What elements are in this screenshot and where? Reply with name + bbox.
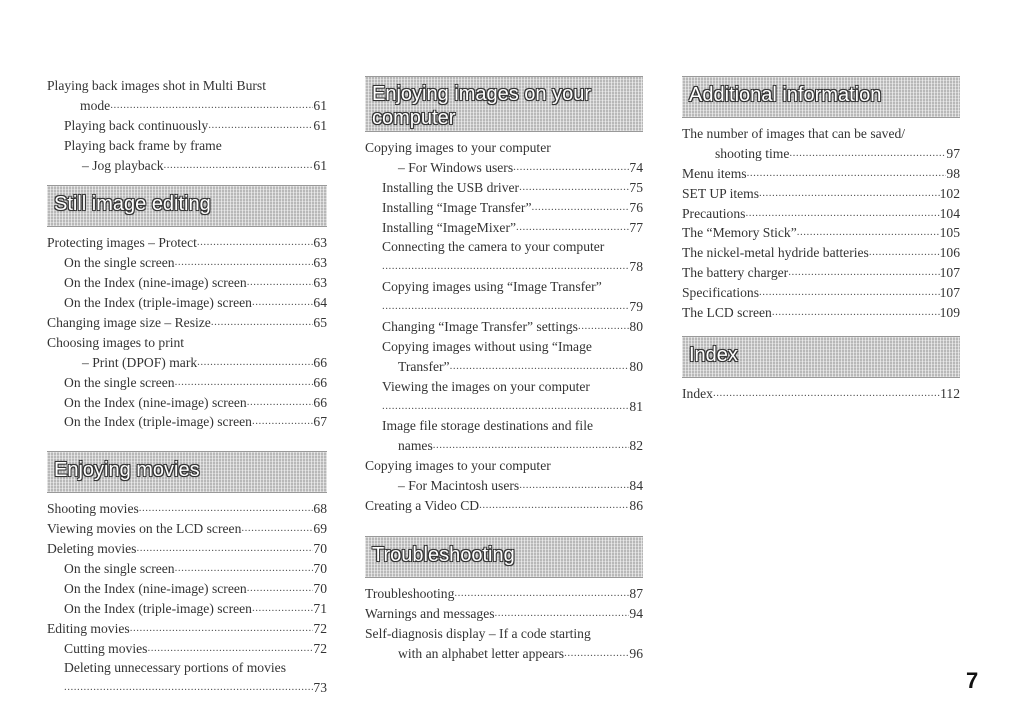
toc-entry-title: Shooting movies <box>47 501 139 517</box>
toc-entry <box>365 257 643 277</box>
section-header-enjoying-images-on-computer <box>365 76 643 132</box>
section-header-enjoying-movies <box>47 451 327 493</box>
dot-leader <box>139 499 314 519</box>
toc-entry-page: 80 <box>629 358 643 374</box>
toc-entry-page: 72 <box>313 620 327 636</box>
dot-leader <box>247 273 314 293</box>
dot-leader <box>64 678 313 698</box>
toc-entry <box>47 599 327 619</box>
toc-entry-page: 70 <box>313 580 327 596</box>
dot-leader <box>759 184 940 204</box>
dot-leader <box>788 263 939 283</box>
toc-entry-title: Copying images to your computer <box>365 140 551 155</box>
toc-entry-page: 106 <box>939 245 960 261</box>
toc-entry-page: 61 <box>313 117 327 133</box>
toc-entry-page: 70 <box>313 561 327 577</box>
toc-entry-title: Cutting movies <box>64 640 148 656</box>
toc-entry-title: On the single screen <box>64 374 175 390</box>
toc-entry <box>365 644 643 664</box>
toc-entry-title: On the Index (triple-image) screen <box>64 295 252 311</box>
toc-entry-title: Viewing movies on the LCD screen <box>47 521 242 537</box>
toc-entry <box>365 317 643 337</box>
toc-entry <box>365 297 643 317</box>
toc-entry-page: 79 <box>629 299 643 315</box>
dot-leader <box>175 373 314 393</box>
section-title: Troubleshooting <box>372 543 515 566</box>
toc-column-3 <box>682 76 960 404</box>
toc-entry-title: Self-diagnosis display – If a code starting <box>365 625 591 641</box>
toc-entry <box>47 499 327 519</box>
toc-entry-title: On the single screen <box>64 255 175 271</box>
toc-entry-page: 80 <box>629 319 643 335</box>
section-header-additional-information <box>682 76 960 118</box>
toc-entry <box>47 253 327 273</box>
section-title: Index <box>689 343 738 366</box>
section-header-still-image-editing <box>47 185 327 227</box>
toc-column-2 <box>365 76 643 663</box>
toc-entry <box>47 353 327 373</box>
toc-entry <box>365 496 643 516</box>
dot-leader <box>713 384 940 404</box>
toc-entry <box>365 357 643 377</box>
section-header-index <box>682 336 960 378</box>
toc-entry <box>47 373 327 393</box>
toc-entry-page: 61 <box>313 97 327 113</box>
toc-entry <box>682 243 960 263</box>
dot-leader <box>252 412 313 432</box>
toc-entry <box>47 519 327 539</box>
toc-entry <box>682 283 960 303</box>
toc-entry <box>682 144 960 164</box>
dot-leader <box>175 559 314 579</box>
toc-entry <box>365 178 643 198</box>
dot-leader <box>869 243 940 263</box>
toc-entry-page: 82 <box>629 438 643 454</box>
toc-entry-title: Changing image size – Resize <box>47 315 211 331</box>
toc-entry-title: On the Index (nine-image) screen <box>64 580 247 596</box>
dot-leader <box>147 639 313 659</box>
toc-entry-title: with an alphabet letter appears <box>398 645 565 661</box>
toc-entry-title: Menu items <box>682 165 747 181</box>
toc-entry-title: Installing “ImageMixer” <box>382 219 516 235</box>
toc-entry <box>682 223 960 243</box>
toc-entry-title: Choosing images to print <box>47 334 185 350</box>
toc-entry <box>47 412 327 432</box>
toc-entry <box>682 263 960 283</box>
dot-leader <box>208 116 313 136</box>
dot-leader <box>797 223 940 243</box>
toc-group-intro <box>47 76 327 175</box>
section-title: Additional information <box>689 84 882 106</box>
dot-leader <box>513 158 629 178</box>
dot-leader <box>252 293 313 313</box>
toc-entry-page: 68 <box>313 501 327 517</box>
dot-leader <box>789 144 946 164</box>
toc-entry-title: Precautions <box>682 205 746 221</box>
toc-entry-page: 67 <box>313 414 327 430</box>
toc-entry-page: 102 <box>939 185 960 201</box>
toc-entry-page: 75 <box>629 179 643 195</box>
dot-leader <box>454 584 629 604</box>
toc-entry-title: Creating a Video CD <box>365 498 480 514</box>
toc-entry-title: Protecting images – Protect <box>47 235 197 251</box>
toc-entry-title: On the Index (triple-image) screen <box>64 600 252 616</box>
dot-leader <box>519 178 629 198</box>
toc-entry-title: On the single screen <box>64 561 175 577</box>
toc-entry-page: 109 <box>939 305 960 321</box>
dot-leader <box>175 253 314 273</box>
toc-entry-title: Playing back images shot in Multi Burst <box>47 78 267 93</box>
dot-leader <box>772 303 940 323</box>
section-header-troubleshooting <box>365 536 643 578</box>
toc-entry-title: The nickel-metal hydride batteries <box>682 245 869 261</box>
toc-entry-title: On the Index (nine-image) screen <box>64 275 247 291</box>
dot-leader <box>164 156 314 176</box>
toc-entry <box>365 397 643 417</box>
section-title <box>372 82 591 130</box>
toc-entry-title: On the Index (nine-image) screen <box>64 394 247 410</box>
section-title: Enjoying movies <box>54 459 200 482</box>
toc-entry-page: 66 <box>313 374 327 390</box>
toc-entry <box>47 539 327 559</box>
toc-entry-page: 72 <box>313 640 327 656</box>
toc-entry-page: 87 <box>629 585 643 601</box>
toc-entry-title: The battery charger <box>682 265 789 281</box>
toc-entry <box>47 116 327 136</box>
toc-entry-title: shooting time <box>715 145 790 161</box>
toc-entry-title: Deleting unnecessary portions of movies <box>64 660 286 676</box>
dot-leader <box>433 436 630 456</box>
dot-leader <box>130 619 314 639</box>
toc-entry-page: 84 <box>629 478 643 494</box>
toc-entry-page: 76 <box>629 199 643 215</box>
toc-entry-title: names <box>398 438 433 454</box>
toc-entry <box>365 218 643 238</box>
toc-entry-page: 97 <box>946 145 960 161</box>
toc-entry-page: 69 <box>313 521 327 537</box>
toc-entry-page: 66 <box>313 394 327 410</box>
toc-entry <box>682 303 960 323</box>
dot-leader <box>241 519 313 539</box>
dot-leader <box>197 353 313 373</box>
toc-group-additional-information <box>682 124 960 323</box>
toc-entry <box>682 204 960 224</box>
toc-entry-page: 71 <box>313 600 327 616</box>
toc-entry <box>47 639 327 659</box>
toc-entry-page: 112 <box>940 385 960 401</box>
toc-entry-title: Changing “Image Transfer” settings <box>382 319 578 335</box>
toc-entry-title: Deleting movies <box>47 541 137 557</box>
toc-entry-title: The LCD screen <box>682 305 772 321</box>
section-title: Still image editing <box>54 193 211 216</box>
toc-entry-title: Playing back frame by frame <box>64 137 222 153</box>
toc-entry-page: 94 <box>629 605 643 621</box>
toc-entry-title: Connecting the camera to your computer <box>382 239 605 255</box>
dot-leader <box>197 233 314 253</box>
toc-entry-title: SET UP items <box>682 185 760 201</box>
toc-entry-title: mode <box>80 97 111 113</box>
toc-entry-title: Specifications <box>682 285 760 301</box>
dot-leader <box>252 599 313 619</box>
toc-entry <box>47 96 327 116</box>
toc-entry-page: 70 <box>313 541 327 557</box>
toc-entry <box>365 436 643 456</box>
toc-entry <box>47 156 327 176</box>
toc-entry <box>365 158 643 178</box>
toc-entry-title: Copying images to your computer <box>365 458 551 474</box>
toc-entry-title: Copying images using “Image Transfer” <box>382 279 602 295</box>
dot-leader <box>450 357 630 377</box>
toc-entry-page: 98 <box>946 165 960 181</box>
toc-entry-title: Editing movies <box>47 620 130 636</box>
toc-group-still-image-editing <box>47 233 327 432</box>
dot-leader <box>745 204 939 224</box>
toc-entry-title: Index <box>682 385 713 401</box>
toc-entry <box>682 164 960 184</box>
dot-leader <box>532 198 630 218</box>
toc-entry-title: Copying images without using “Image <box>382 338 592 354</box>
toc-entry <box>682 184 960 204</box>
toc-entry-title: Installing the USB driver <box>382 179 520 195</box>
toc-entry <box>365 584 643 604</box>
toc-entry-title: The “Memory Stick” <box>682 225 797 241</box>
dot-leader <box>247 393 314 413</box>
toc-entry <box>47 293 327 313</box>
toc-entry-title: Image file storage destinations and file <box>382 418 594 434</box>
dot-leader <box>247 579 314 599</box>
toc-entry-page: 64 <box>313 295 327 311</box>
dot-leader <box>136 539 313 559</box>
toc-entry-title: – Jog playback <box>82 157 164 173</box>
section-title-line-2: computer <box>372 107 456 129</box>
toc-group-enjoying-movies <box>47 499 327 698</box>
toc-entry-page: 81 <box>629 398 643 414</box>
dot-leader <box>211 313 314 333</box>
dot-leader <box>495 604 630 624</box>
dot-leader <box>564 644 629 664</box>
toc-entry-page: 96 <box>629 645 643 661</box>
toc-entry-page: 74 <box>629 159 643 175</box>
toc-group-index <box>682 384 960 404</box>
toc-entry-page: 107 <box>939 285 960 301</box>
dot-leader <box>110 96 313 116</box>
toc-entry-title: The number of images that can be saved/ <box>682 126 906 141</box>
toc-entry-page: 104 <box>939 205 960 221</box>
toc-entry-page: 63 <box>313 235 327 251</box>
toc-entry <box>47 559 327 579</box>
toc-entry-title: – Print (DPOF) mark <box>82 354 198 370</box>
toc-entry <box>47 579 327 599</box>
toc-group-enjoying-images-on-computer <box>365 138 643 516</box>
dot-leader <box>516 218 629 238</box>
toc-entry-page: 66 <box>313 354 327 370</box>
toc-entry-page: 65 <box>313 315 327 331</box>
toc-entry-page: 73 <box>313 680 327 696</box>
page-number: 7 <box>966 668 979 693</box>
dot-leader <box>578 317 629 337</box>
toc-column-1 <box>47 76 327 698</box>
toc-entry-title: On the Index (triple-image) screen <box>64 414 252 430</box>
dot-leader <box>479 496 629 516</box>
toc-entry-page: 63 <box>313 275 327 291</box>
toc-entry-title: Warnings and messages <box>365 605 495 621</box>
toc-entry <box>47 273 327 293</box>
toc-group-troubleshooting <box>365 584 643 664</box>
toc-entry <box>47 393 327 413</box>
toc-entry-page: 105 <box>939 225 960 241</box>
toc-entry-title: Installing “Image Transfer” <box>382 199 532 215</box>
dot-leader <box>747 164 947 184</box>
toc-entry-title: Troubleshooting <box>365 585 455 601</box>
toc-entry-page: 61 <box>313 157 327 173</box>
toc-entry-title: – For Windows users <box>398 159 514 175</box>
toc-entry-title: Viewing the images on your computer <box>382 378 590 394</box>
dot-leader <box>382 297 629 317</box>
toc-entry <box>47 619 327 639</box>
toc-entry <box>365 476 643 496</box>
dot-leader <box>382 257 629 277</box>
toc-entry <box>365 604 643 624</box>
toc-entry-title: Playing back continuously <box>64 117 209 133</box>
toc-entry-page: 78 <box>629 259 643 275</box>
toc-entry-page: 77 <box>629 219 643 235</box>
toc-entry <box>47 313 327 333</box>
toc-entry <box>365 198 643 218</box>
dot-leader <box>382 397 629 417</box>
toc-entry-page: 107 <box>939 265 960 281</box>
section-title-line-1: Enjoying images on your <box>372 83 592 105</box>
toc-entry <box>682 384 960 404</box>
toc-entry-page: 63 <box>313 255 327 271</box>
toc-entry-title: Transfer” <box>398 358 450 374</box>
toc-entry-title: – For Macintosh users <box>398 478 520 494</box>
dot-leader <box>519 476 629 496</box>
toc-entry <box>47 233 327 253</box>
toc-entry-page: 86 <box>629 498 643 514</box>
toc-entry <box>47 678 327 698</box>
dot-leader <box>759 283 940 303</box>
